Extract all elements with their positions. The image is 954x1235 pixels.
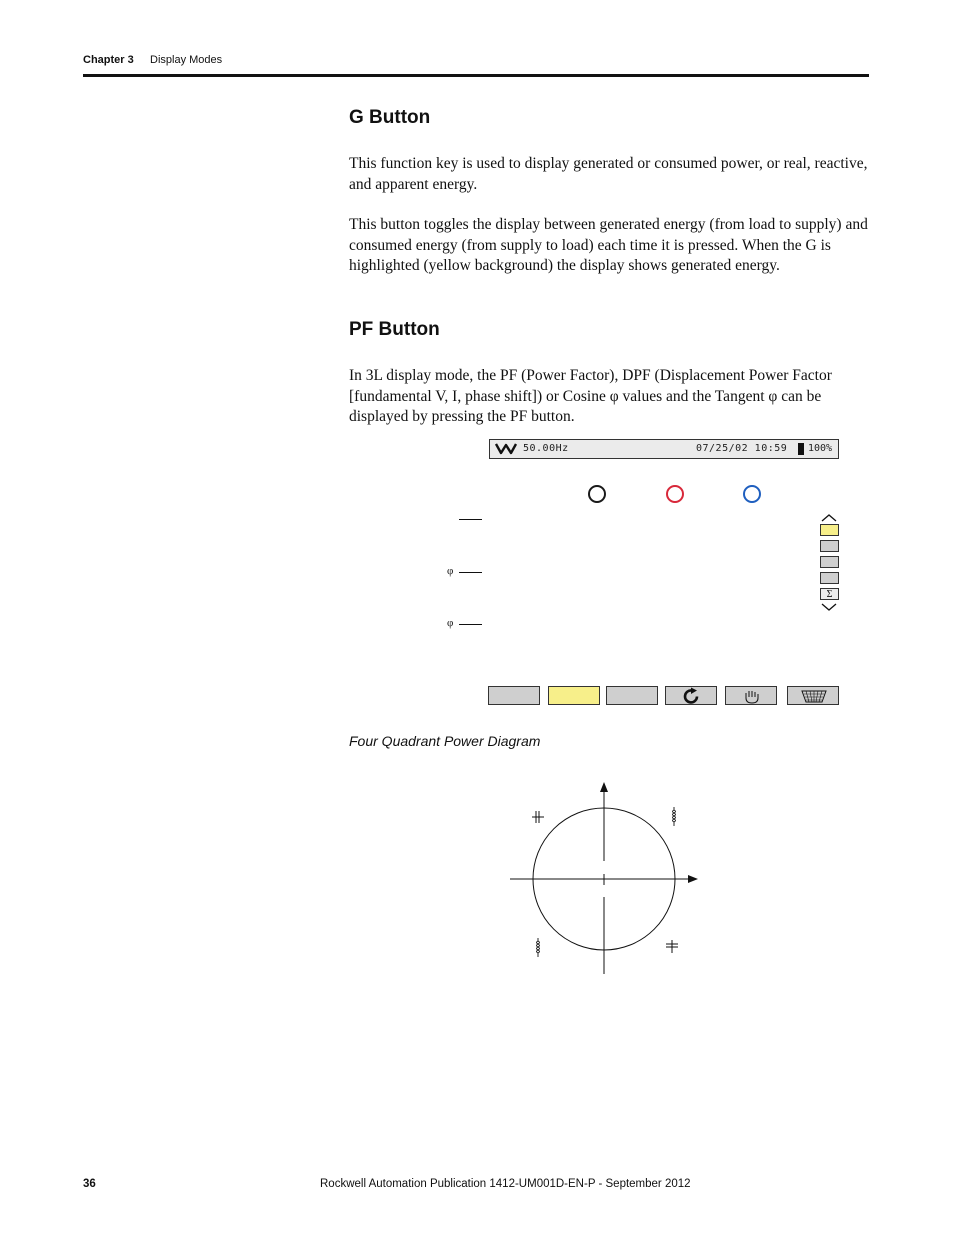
phase-select-2[interactable] [820, 540, 839, 552]
status-bar [489, 439, 839, 459]
capacitor-icon [532, 811, 544, 823]
publication-info: Rockwell Automation Publication 1412-UM001D-EN-P - September 2012 [320, 1178, 691, 1190]
function-key-2[interactable] [548, 686, 600, 705]
capacitor-icon [666, 940, 678, 953]
phase-select-1[interactable] [820, 524, 839, 536]
pf-button-heading: PF Button [349, 319, 440, 340]
x-axis-arrow [688, 875, 698, 883]
g-button-heading: G Button [349, 107, 431, 128]
pf-label-line [459, 519, 482, 520]
refresh-button[interactable] [665, 686, 717, 705]
battery-level: 100% [808, 443, 833, 454]
refresh-icon [666, 687, 718, 706]
basket-icon [788, 687, 840, 706]
phi-label-cos: φ [447, 565, 454, 577]
datetime-readout: 07/25/02 10:59 [696, 443, 788, 454]
function-key-1[interactable] [488, 686, 540, 705]
pf-button-paragraph: In 3L display mode, the PF (Power Factor), DPF (Displacement Power Factor [fundamental V, I, phase shift]) or Cosine φ values and the Tangent φ can be displayed by pressing the PF button. [349, 367, 832, 425]
phi-label-tan: φ [447, 617, 454, 629]
phase-3-indicator [743, 485, 761, 503]
inductor-icon [673, 807, 676, 826]
waveform-icon [495, 442, 519, 455]
hand-hold-icon [726, 687, 778, 706]
phase-select-n[interactable] [820, 572, 839, 584]
frequency-readout: 50.00Hz [523, 443, 569, 454]
four-quadrant-diagram [500, 775, 710, 985]
section-title: Display Modes [150, 54, 223, 66]
function-key-3[interactable] [606, 686, 658, 705]
page-number: 36 [83, 1178, 96, 1190]
phase-select-sum[interactable]: Σ [820, 588, 839, 600]
phase-2-indicator [666, 485, 684, 503]
tan-phi-label-line [459, 624, 482, 625]
phase-1-indicator [588, 485, 606, 503]
hold-button[interactable] [725, 686, 777, 705]
basket-button[interactable] [787, 686, 839, 705]
phase-select-3[interactable] [820, 556, 839, 568]
g-button-paragraph-1: This function key is used to display generated or consumed power, or real, reactive, and apparent energy. [349, 155, 868, 193]
header-rule [83, 74, 869, 77]
inductor-icon [537, 938, 540, 957]
chapter-label: Chapter 3 [83, 54, 134, 66]
y-axis-arrow [600, 782, 608, 792]
chevron-down-icon[interactable] [820, 602, 838, 612]
figure-caption: Four Quadrant Power Diagram [349, 733, 541, 749]
chevron-up-icon[interactable] [820, 513, 838, 523]
cos-phi-label-line [459, 572, 482, 573]
g-button-paragraph-2: This button toggles the display between generated energy (from load to supply) and consumed energy (from supply to load) each time it is pressed. When the G is highlighted (yellow background) the display shows generated energy. [349, 216, 868, 274]
battery-icon [798, 443, 804, 455]
